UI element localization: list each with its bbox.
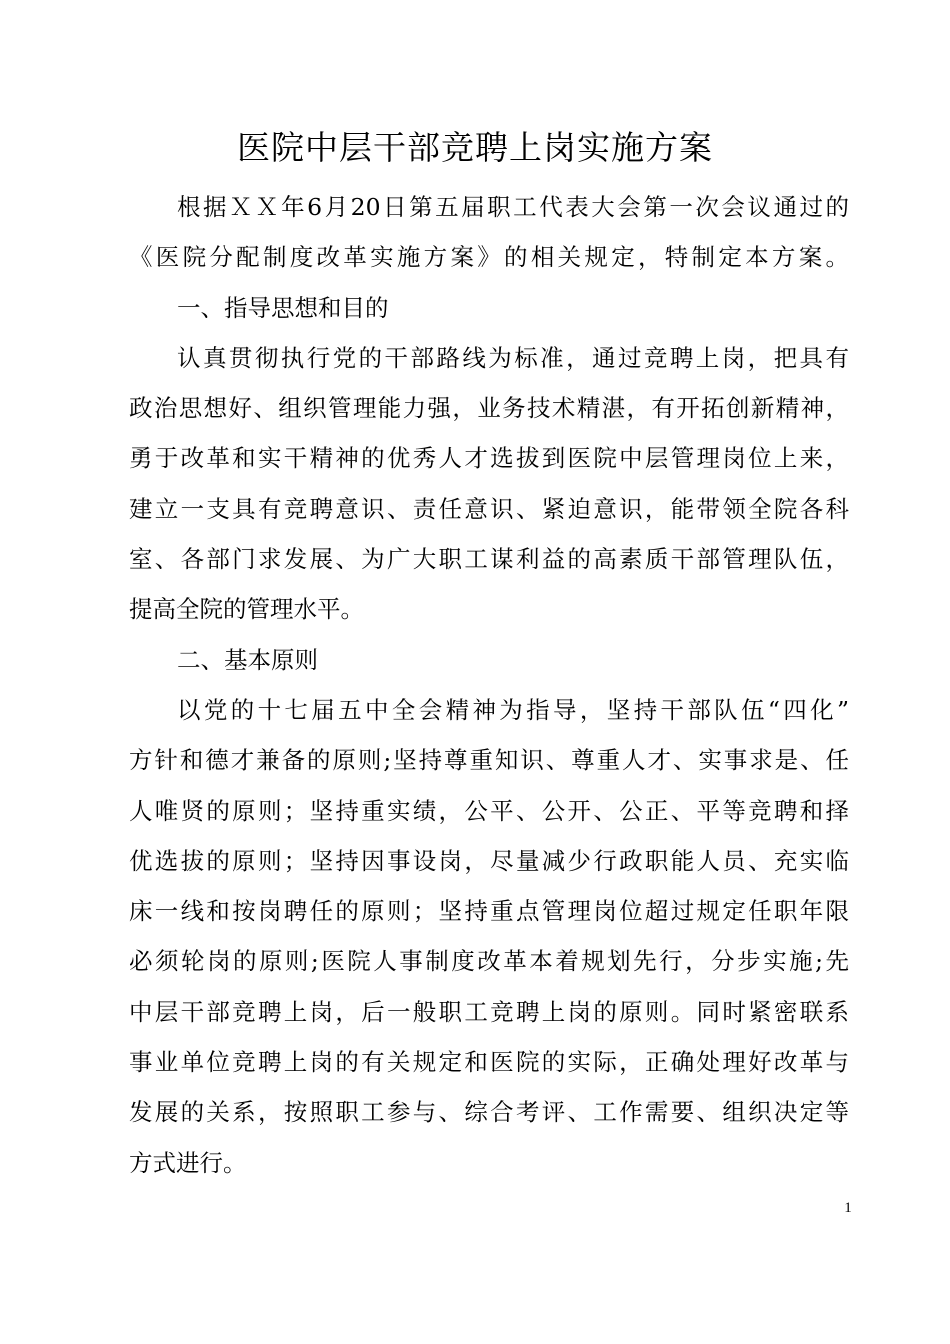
body-line-opening-2: 《医院分配制度改革实施方案》的相关规定，特制定本方案。 — [129, 243, 849, 272]
document-body — [129, 182, 849, 1188]
body-line-guiding-5: 室、各部门求发展、为广大职工谋利益的高素质干部管理队伍， — [129, 545, 849, 574]
body-line-opening-1: 根据ＸＸ年6月20日第五届职工代表大会第一次会议通过的 — [177, 193, 849, 221]
body-line-principles-4: 优选拔的原则；坚持因事设岗，尽量减少行政职能人员、充实临 — [129, 846, 849, 875]
body-line-principles-2: 方针和德才兼备的原则;坚持尊重知识、尊重人才、实事求是、任 — [129, 746, 849, 775]
body-line-principles-3: 人唯贤的原则；坚持重实绩，公平、公开、公正、平等竞聘和择 — [129, 796, 849, 825]
body-line-guiding-6: 提高全院的管理水平。 — [129, 595, 364, 624]
body-line-guiding-2: 政治思想好、组织管理能力强，业务技术精湛，有开拓创新精神， — [129, 394, 849, 423]
document-title: 医院中层干部竞聘上岗实施方案 — [237, 128, 713, 167]
body-line-principles-10: 方式进行。 — [129, 1148, 247, 1177]
body-line-principles-1: 以党的十七届五中全会精神为指导，坚持干部队伍“四化” — [177, 695, 849, 724]
body-line-principles-8: 事业单位竞聘上岗的有关规定和医院的实际，正确处理好改革与 — [129, 1048, 849, 1077]
body-line-guiding-4: 建立一支具有竞聘意识、责任意识、紧迫意识，能带领全院各科 — [129, 494, 849, 523]
body-line-principles-5: 床一线和按岗聘任的原则；坚持重点管理岗位超过规定任职年限 — [129, 897, 849, 926]
body-line-principles-6: 必须轮岗的原则;医院人事制度改革本着规划先行，分步实施;先 — [129, 947, 849, 976]
section-heading-guiding-principles: 一、指导思想和目的 — [177, 293, 389, 322]
page-number: 1 — [844, 1200, 852, 1216]
section-heading-basic-principles: 二、基本原则 — [177, 645, 318, 674]
body-line-guiding-3: 勇于改革和实干精神的优秀人才选拔到医院中层管理岗位上来， — [129, 444, 849, 473]
body-line-guiding-1: 认真贯彻执行党的干部路线为标准，通过竞聘上岗，把具有 — [177, 343, 849, 372]
body-line-principles-9: 发展的关系，按照职工参与、综合考评、工作需要、组织决定等 — [129, 1098, 849, 1127]
body-line-principles-7: 中层干部竞聘上岗，后一般职工竞聘上岗的原则。同时紧密联系 — [129, 997, 849, 1026]
